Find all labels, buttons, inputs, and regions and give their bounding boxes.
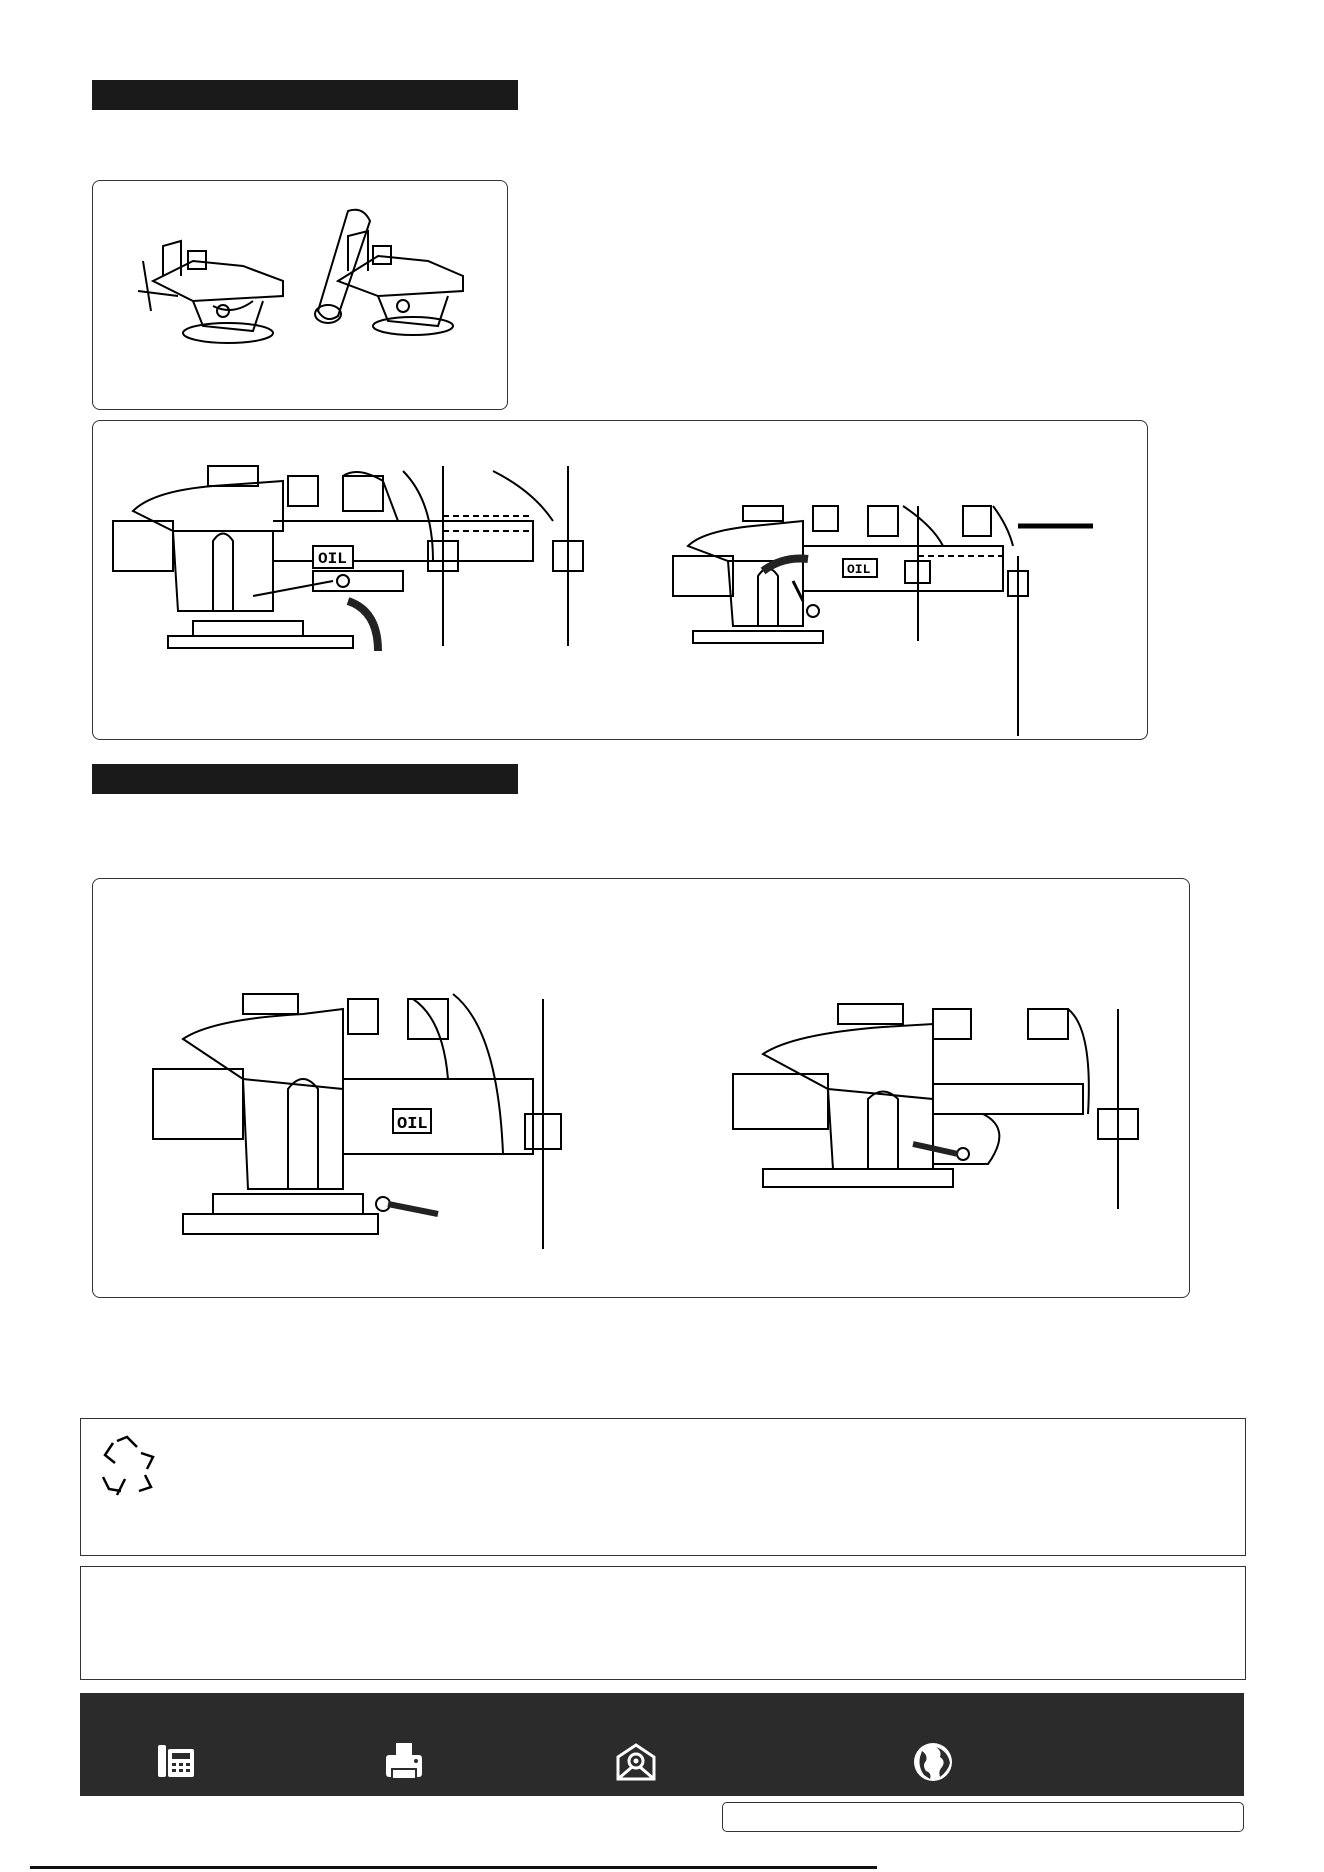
- section-heading-bar-2: [92, 764, 518, 794]
- note-box: [80, 1566, 1246, 1680]
- vice-side-view-right: [673, 501, 1143, 741]
- figure-panel-side-views: [92, 420, 1148, 740]
- phone-icon: [156, 1741, 196, 1781]
- oil-label-2: OIL: [847, 562, 871, 577]
- section-heading-bar-1: [92, 80, 518, 110]
- recycling-info-box: [80, 1418, 1246, 1556]
- fax-icon: [382, 1741, 426, 1781]
- vice-large-view-right: [733, 999, 1153, 1229]
- figure-panel-large-vices: [92, 878, 1190, 1298]
- vice-side-view-left: [113, 461, 673, 661]
- vice-large-view-left: [153, 989, 573, 1259]
- contact-footer: [80, 1693, 1244, 1796]
- reference-box: [722, 1802, 1244, 1832]
- section-heading-2: [92, 770, 102, 787]
- vice-illustration-1: [133, 221, 293, 351]
- section-heading-1: [92, 86, 102, 103]
- bottom-rule: [30, 1866, 877, 1869]
- globe-icon: [912, 1741, 954, 1783]
- oil-label-1: OIL: [318, 550, 347, 568]
- email-icon: [614, 1741, 658, 1781]
- vice-illustration-2-with-pipe: [308, 206, 468, 336]
- recycle-icon: [95, 1433, 159, 1497]
- oil-label-3: OIL: [397, 1115, 428, 1134]
- figure-panel-small-vices: [92, 180, 508, 410]
